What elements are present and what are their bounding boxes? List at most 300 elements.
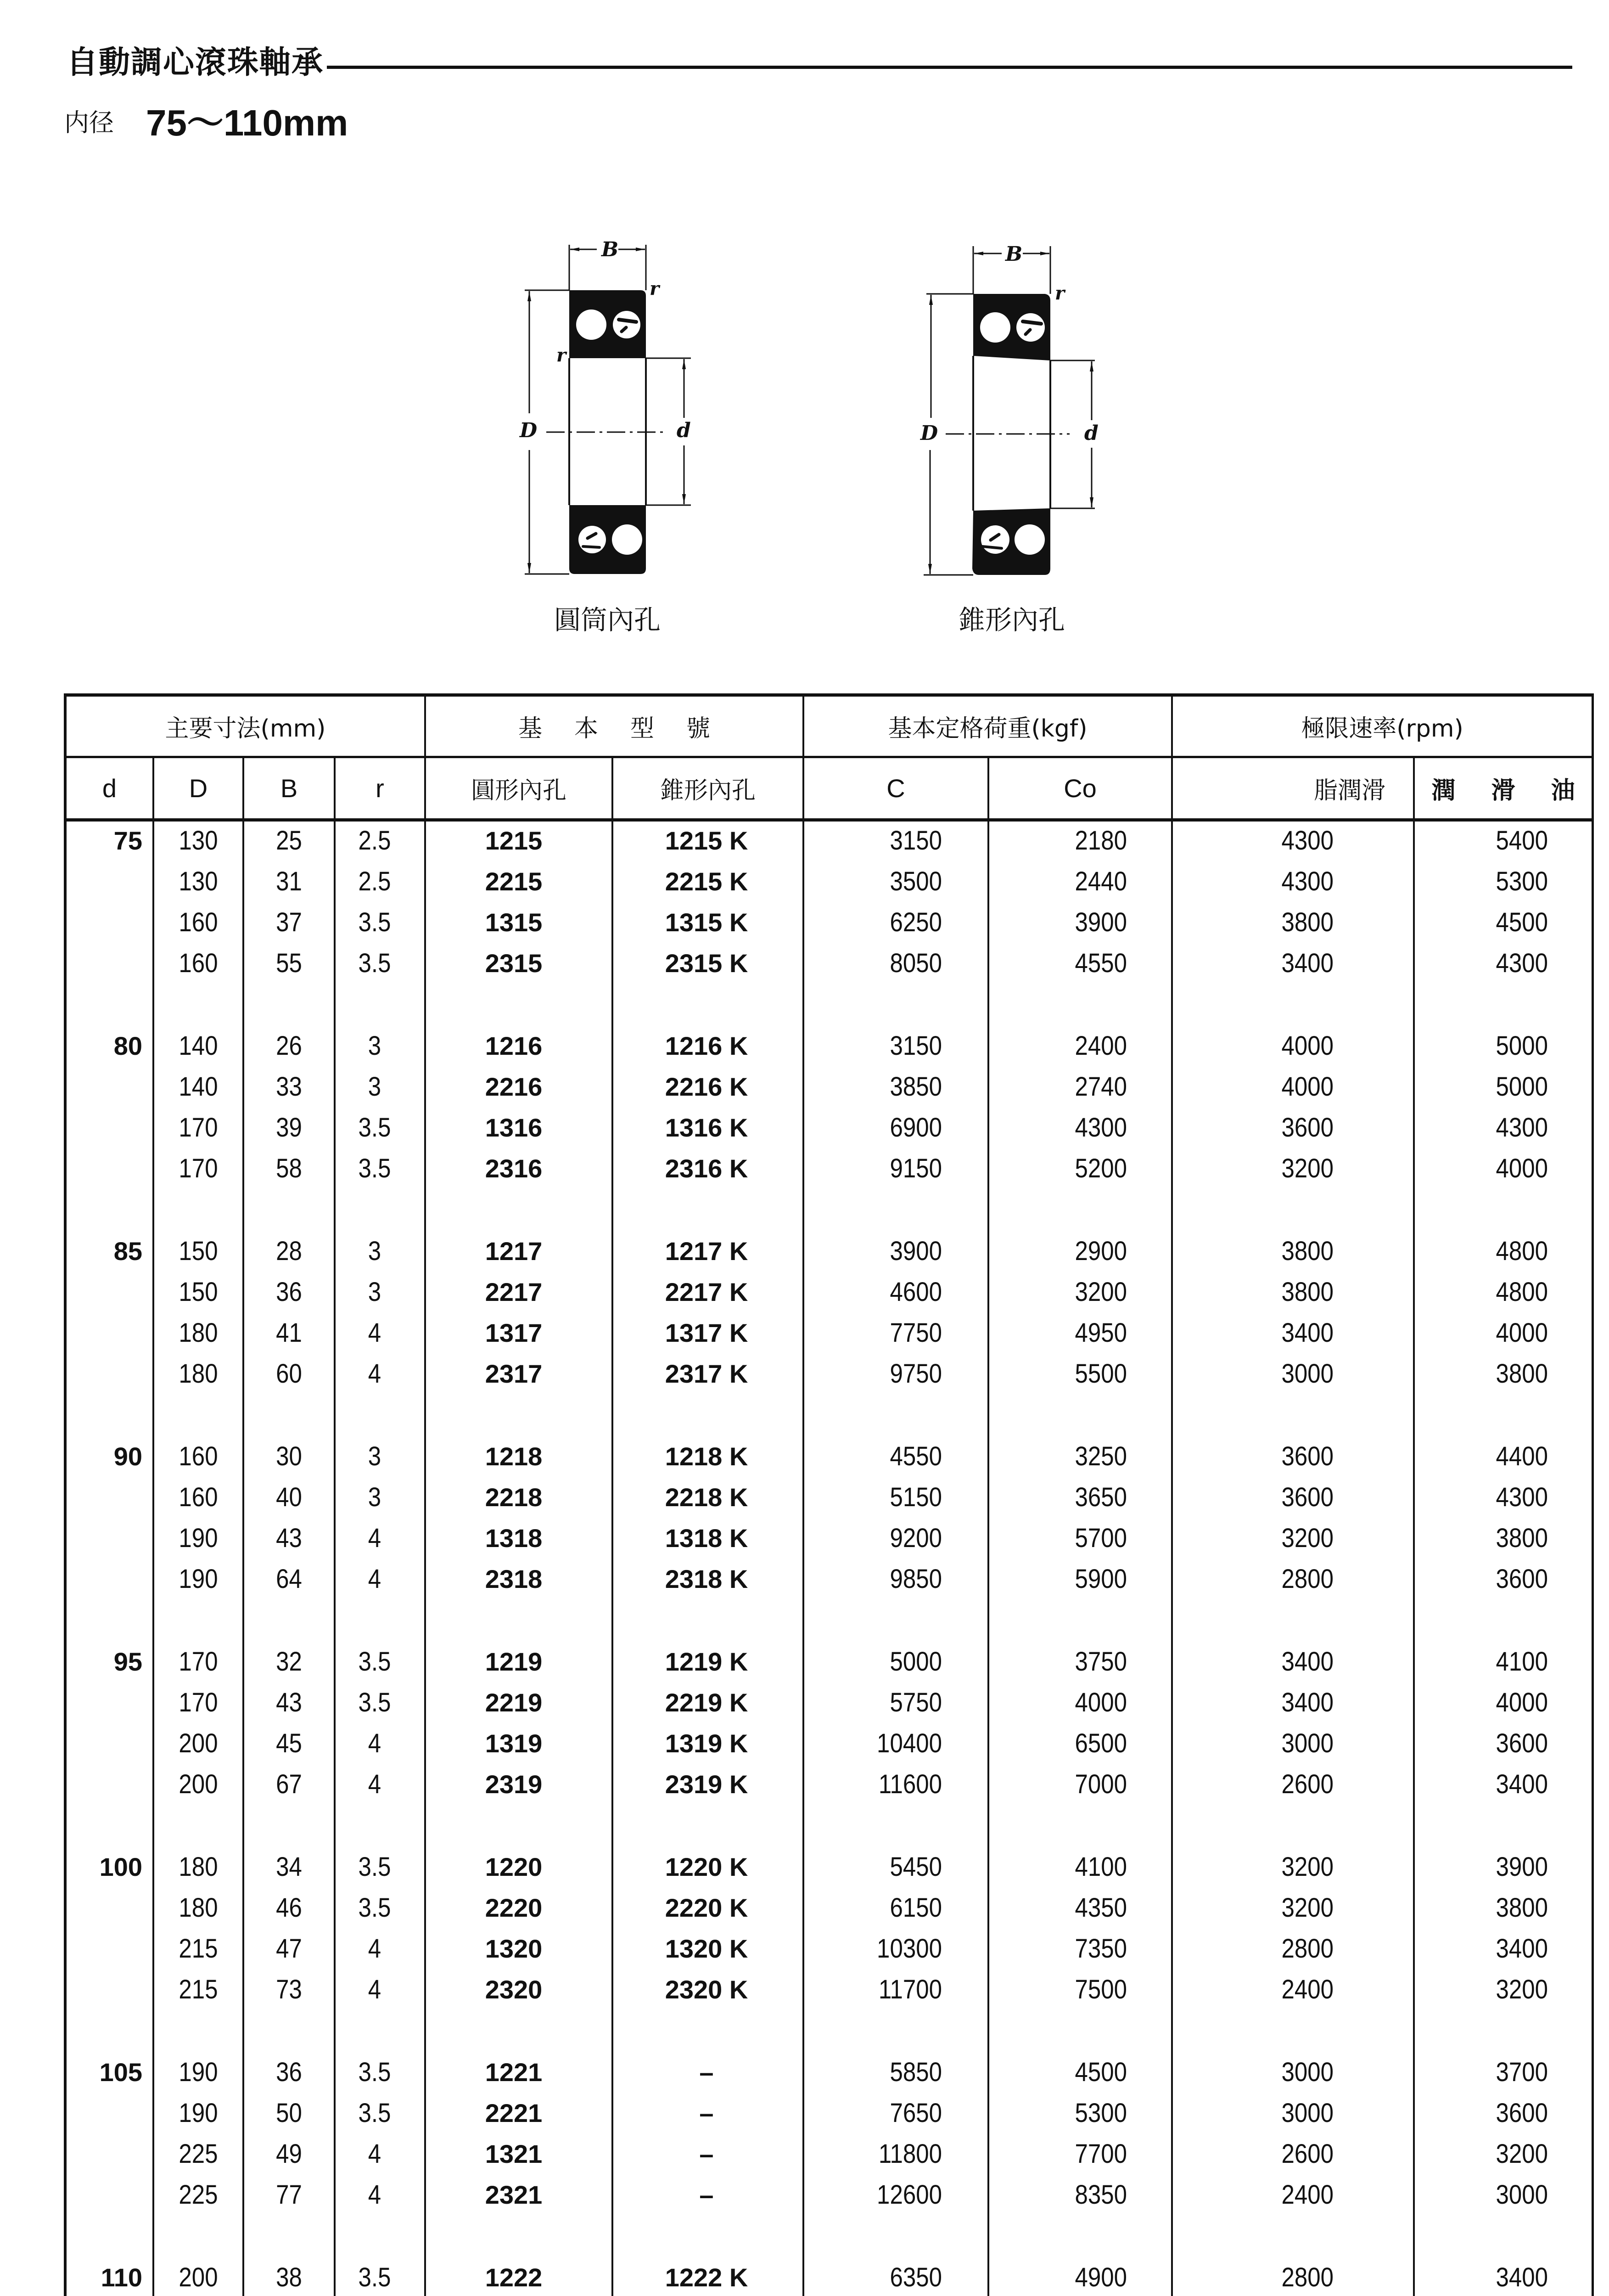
table-row — [64, 1438, 1594, 1475]
cell-grease: 3600 — [1281, 1482, 1334, 1512]
cell-C: 3900 — [890, 1236, 942, 1266]
cell-r: 3 — [368, 1441, 381, 1471]
cell-taper: – — [699, 2139, 714, 2168]
cell-oil: 4300 — [1496, 1113, 1548, 1142]
bearing-drawing-tapered — [918, 230, 1111, 579]
cell-cyl: 2219 — [485, 1688, 543, 1717]
cell-C: 3150 — [890, 826, 942, 855]
cell-r: 4 — [368, 1318, 381, 1348]
cell-B: 50 — [276, 2098, 302, 2128]
cell-Co: 7700 — [1075, 2139, 1127, 2169]
group-bore-d: 110 — [101, 2263, 142, 2292]
col-header-d: d — [102, 774, 117, 803]
cell-oil: 4000 — [1496, 1688, 1548, 1717]
cell-oil: 4800 — [1496, 1277, 1548, 1307]
cell-taper: 1315 K — [665, 908, 748, 937]
cell-Co: 2440 — [1075, 867, 1127, 896]
cell-taper: 2316 K — [665, 1154, 748, 1183]
cell-oil: 4100 — [1496, 1647, 1548, 1677]
cell-grease: 3400 — [1281, 1688, 1334, 1717]
cell-Co: 2900 — [1075, 1236, 1127, 1266]
cell-C: 5150 — [890, 1482, 942, 1512]
cell-C: 3850 — [890, 1072, 942, 1102]
cell-cyl: 1220 — [485, 1852, 543, 1881]
cell-Co: 4500 — [1075, 2057, 1127, 2087]
cell-cyl: 1315 — [485, 908, 543, 937]
cell-C: 6900 — [890, 1113, 942, 1142]
cell-grease: 4000 — [1281, 1031, 1334, 1061]
table-row — [64, 1684, 1594, 1721]
table-row — [64, 2136, 1594, 2172]
table-row — [64, 1109, 1594, 1146]
cell-oil: 3800 — [1496, 1359, 1548, 1389]
table-row — [64, 1069, 1594, 1105]
dim-label-r-outer: r — [650, 278, 660, 299]
cell-C: 11600 — [878, 1769, 942, 1799]
cell-D: 200 — [179, 1769, 218, 1799]
cell-taper: 2318 K — [665, 1564, 748, 1593]
cell-taper: 2216 K — [665, 1072, 748, 1101]
cell-r: 2.5 — [358, 826, 391, 855]
cell-C: 10300 — [877, 1934, 942, 1964]
cell-D: 200 — [179, 2262, 218, 2292]
cell-B: 37 — [276, 907, 302, 937]
cell-cyl: 1321 — [485, 2139, 543, 2168]
cell-cyl: 1217 — [485, 1237, 543, 1266]
cell-grease: 3800 — [1281, 1277, 1334, 1307]
cell-B: 40 — [276, 1482, 302, 1512]
cell-Co: 5300 — [1075, 2098, 1127, 2128]
cell-r: 3 — [368, 1277, 381, 1307]
cell-grease: 3800 — [1281, 1236, 1334, 1266]
cell-B: 43 — [276, 1523, 302, 1553]
table-row — [64, 1890, 1594, 1926]
cell-D: 180 — [179, 1318, 218, 1348]
cell-taper: 1319 K — [665, 1729, 748, 1758]
cell-cyl: 1219 — [485, 1647, 543, 1676]
cell-oil: 3900 — [1496, 1852, 1548, 1882]
cell-cyl: 1221 — [485, 2058, 543, 2087]
cell-Co: 4900 — [1075, 2262, 1127, 2292]
cell-r: 3 — [368, 1482, 381, 1512]
cell-oil: 5300 — [1496, 867, 1548, 896]
group-bore-d: 80 — [113, 1031, 142, 1060]
cell-D: 180 — [179, 1893, 218, 1923]
cell-oil: 5000 — [1496, 1031, 1548, 1061]
col-header-C: C — [886, 774, 905, 803]
cell-D: 190 — [179, 2098, 218, 2128]
cell-B: 58 — [276, 1154, 302, 1183]
cell-oil: 4300 — [1496, 948, 1548, 978]
cell-taper: 1317 K — [665, 1318, 748, 1347]
cell-C: 6150 — [890, 1893, 942, 1923]
cell-D: 130 — [179, 867, 218, 896]
bearing-drawing-cylindrical — [514, 230, 707, 579]
cell-r: 3.5 — [358, 1154, 391, 1183]
cell-grease: 4300 — [1281, 867, 1334, 896]
cell-cyl: 2215 — [485, 867, 543, 896]
table-row — [64, 863, 1594, 900]
cell-Co: 2740 — [1075, 1072, 1127, 1102]
cell-taper: – — [699, 2058, 714, 2087]
cell-B: 33 — [276, 1072, 302, 1102]
cell-B: 34 — [276, 1852, 302, 1882]
cell-oil: 3600 — [1496, 1728, 1548, 1758]
cell-grease: 3400 — [1281, 1647, 1334, 1677]
cell-C: 7750 — [890, 1318, 942, 1348]
table-row — [64, 2177, 1594, 2213]
cell-B: 73 — [276, 1975, 302, 2004]
cell-D: 150 — [179, 1277, 218, 1307]
cell-cyl: 1316 — [485, 1113, 543, 1142]
cell-taper: 2218 K — [665, 1483, 748, 1512]
cell-C: 9750 — [890, 1359, 942, 1389]
cell-taper: 1222 K — [665, 2263, 748, 2292]
table-row — [64, 1479, 1594, 1516]
cell-B: 32 — [276, 1647, 302, 1677]
table-top-border — [64, 693, 1594, 697]
cell-D: 180 — [179, 1852, 218, 1882]
cell-C: 6350 — [890, 2262, 942, 2292]
cell-Co: 4000 — [1075, 1688, 1127, 1717]
table-row — [64, 1725, 1594, 1762]
cell-cyl: 2320 — [485, 1975, 543, 2004]
table-row — [64, 1520, 1594, 1557]
cell-B: 30 — [276, 1441, 302, 1471]
cell-r: 3.5 — [358, 1893, 391, 1923]
cell-r: 4 — [368, 1769, 381, 1799]
cell-grease: 4000 — [1281, 1072, 1334, 1102]
group-bore-d: 95 — [113, 1647, 142, 1676]
cell-r: 3.5 — [358, 1688, 391, 1717]
subtitle — [64, 102, 348, 143]
cell-taper: 2215 K — [665, 867, 748, 896]
group-bore-d: 90 — [113, 1442, 142, 1471]
cell-Co: 2180 — [1075, 826, 1127, 855]
cell-C: 7650 — [890, 2098, 942, 2128]
cell-C: 4600 — [890, 1277, 942, 1307]
cell-taper: 1220 K — [665, 1852, 748, 1881]
dim-label-B: B — [1005, 242, 1023, 266]
cell-r: 3 — [368, 1072, 381, 1102]
cell-Co: 5500 — [1075, 1359, 1127, 1389]
cell-taper: 2317 K — [665, 1359, 748, 1388]
subtitle-label: 内径 — [64, 108, 114, 137]
cell-B: 43 — [276, 1688, 302, 1717]
table-row — [64, 1561, 1594, 1598]
cell-grease: 3000 — [1281, 2057, 1334, 2087]
cell-C: 10400 — [877, 1728, 942, 1758]
cell-oil: 5000 — [1496, 1072, 1548, 1102]
cell-oil: 3600 — [1496, 1564, 1548, 1594]
cell-Co: 4300 — [1075, 1113, 1127, 1142]
cell-taper: – — [699, 2099, 714, 2127]
cell-grease: 2600 — [1281, 2139, 1334, 2169]
cell-oil: 3200 — [1496, 2139, 1548, 2169]
cell-B: 60 — [276, 1359, 302, 1389]
table-row — [64, 1274, 1594, 1311]
cell-Co: 3750 — [1075, 1647, 1127, 1677]
cell-D: 215 — [179, 1934, 218, 1964]
cell-D: 140 — [179, 1031, 218, 1061]
cell-r: 3.5 — [358, 1113, 391, 1142]
cell-oil: 4400 — [1496, 1441, 1548, 1471]
header-load-rating: 基本定格荷重(kgf) — [888, 715, 1088, 743]
table-row — [64, 1643, 1594, 1680]
cell-cyl: 2319 — [485, 1770, 543, 1799]
cell-grease: 3000 — [1281, 1728, 1334, 1758]
cell-D: 170 — [179, 1154, 218, 1183]
col-header-r: r — [376, 774, 384, 803]
cell-D: 170 — [179, 1113, 218, 1142]
table-row — [64, 2054, 1594, 2091]
cell-B: 64 — [276, 1564, 302, 1594]
cell-taper: 1219 K — [665, 1647, 748, 1676]
cell-C: 9150 — [890, 1154, 942, 1183]
cell-B: 36 — [276, 2057, 302, 2087]
cell-r: 3.5 — [358, 1852, 391, 1882]
cell-Co: 5900 — [1075, 1564, 1127, 1594]
col-header-oil: 潤 滑 油 — [1431, 777, 1575, 805]
cell-D: 160 — [179, 948, 218, 978]
cell-Co: 5200 — [1075, 1154, 1127, 1183]
cell-grease: 3600 — [1281, 1113, 1334, 1142]
dim-label-D: D — [920, 422, 938, 445]
dim-label-B: B — [601, 238, 619, 261]
col-header-D: D — [189, 774, 208, 803]
cell-D: 140 — [179, 1072, 218, 1102]
cell-cyl: 1218 — [485, 1442, 543, 1471]
cell-grease: 2400 — [1281, 1975, 1334, 2004]
cell-D: 225 — [179, 2180, 218, 2210]
cell-oil: 3700 — [1496, 2057, 1548, 2087]
cell-B: 45 — [276, 1728, 302, 1758]
header-speed-limit: 極限速率(rpm) — [1301, 715, 1463, 743]
cell-Co: 3650 — [1075, 1482, 1127, 1512]
header-dimensions: 主要寸法(mm) — [165, 715, 326, 743]
col-header-tapered-bore: 錐形內孔 — [660, 777, 756, 805]
cell-C: 5000 — [890, 1647, 942, 1677]
cell-D: 130 — [179, 826, 218, 855]
cell-Co: 2400 — [1075, 1031, 1127, 1061]
col-header-Co: Co — [1064, 774, 1097, 803]
cell-taper: 1316 K — [665, 1113, 748, 1142]
cell-grease: 2800 — [1281, 1564, 1334, 1594]
cell-cyl: 1216 — [485, 1031, 543, 1060]
cell-grease: 3000 — [1281, 1359, 1334, 1389]
diagram-cylindrical-bore — [514, 230, 707, 643]
cell-r: 3.5 — [358, 2262, 391, 2292]
cell-Co: 7500 — [1075, 1975, 1127, 2004]
cell-taper: 2320 K — [665, 1975, 748, 2004]
cell-Co: 4100 — [1075, 1852, 1127, 1882]
cell-r: 4 — [368, 1523, 381, 1553]
cell-grease: 3200 — [1281, 1154, 1334, 1183]
cell-r: 3.5 — [358, 1647, 391, 1677]
table-row — [64, 1150, 1594, 1187]
diagram-caption-cylindrical: 圓筒內孔 — [554, 604, 661, 636]
cell-Co: 6500 — [1075, 1728, 1127, 1758]
cell-taper: 2315 K — [665, 949, 748, 978]
cell-D: 190 — [179, 1523, 218, 1553]
cell-Co: 3900 — [1075, 907, 1127, 937]
cell-r: 4 — [368, 1728, 381, 1758]
group-bore-d: 75 — [113, 826, 142, 855]
cell-Co: 8350 — [1075, 2180, 1127, 2210]
cell-B: 28 — [276, 1236, 302, 1266]
cell-D: 190 — [179, 2057, 218, 2087]
cell-taper: 1218 K — [665, 1442, 748, 1471]
cell-cyl: 1215 — [485, 826, 543, 855]
cell-taper: 1215 K — [665, 826, 748, 855]
cell-cyl: 2315 — [485, 949, 543, 978]
cell-cyl: 2318 — [485, 1564, 543, 1593]
cell-Co: 3200 — [1075, 1277, 1127, 1307]
cell-cyl: 1319 — [485, 1729, 543, 1758]
dim-label-D: D — [520, 419, 538, 442]
cell-oil: 3000 — [1496, 2180, 1548, 2210]
cell-C: 5450 — [890, 1852, 942, 1882]
cell-Co: 3250 — [1075, 1441, 1127, 1471]
col-header-grease: 脂潤滑 — [1313, 777, 1385, 805]
table-row — [64, 1849, 1594, 1885]
cell-B: 49 — [276, 2139, 302, 2169]
cell-taper: 2217 K — [665, 1277, 748, 1306]
dim-label-d: d — [1084, 422, 1099, 445]
cell-B: 41 — [276, 1318, 302, 1348]
cell-grease: 3800 — [1281, 907, 1334, 937]
cell-C: 3500 — [890, 867, 942, 896]
cell-B: 77 — [276, 2180, 302, 2210]
cell-Co: 7000 — [1075, 1769, 1127, 1799]
cell-D: 170 — [179, 1688, 218, 1717]
header-designation: 基本型號 — [518, 715, 742, 743]
cell-cyl: 1318 — [485, 1524, 543, 1553]
cell-D: 190 — [179, 1564, 218, 1594]
cell-Co: 4350 — [1075, 1893, 1127, 1923]
table-row — [64, 1356, 1594, 1392]
cell-taper: 2219 K — [665, 1688, 748, 1717]
cell-B: 26 — [276, 1031, 302, 1061]
table-row — [64, 904, 1594, 941]
table-row — [64, 1028, 1594, 1064]
table-row — [64, 1930, 1594, 1967]
cell-r: 4 — [368, 1564, 381, 1594]
bearing-spec-table — [64, 693, 1594, 2296]
cell-r: 3.5 — [358, 2098, 391, 2128]
table-row — [64, 1766, 1594, 1803]
cell-r: 3.5 — [358, 948, 391, 978]
cell-cyl: 2216 — [485, 1072, 543, 1101]
header-bottom-rule — [64, 818, 1594, 822]
cell-r: 3.5 — [358, 2057, 391, 2087]
cell-taper: 1216 K — [665, 1031, 748, 1060]
cell-oil: 3400 — [1496, 1769, 1548, 1799]
cell-taper: – — [699, 2180, 714, 2209]
dim-label-r-outer: r — [1055, 282, 1065, 304]
cell-grease: 3000 — [1281, 2098, 1334, 2128]
cell-Co: 5700 — [1075, 1523, 1127, 1553]
cell-grease: 3400 — [1281, 948, 1334, 978]
cell-B: 25 — [276, 826, 302, 855]
cell-taper: 1320 K — [665, 1934, 748, 1963]
cell-Co: 4550 — [1075, 948, 1127, 978]
page-title: 自動調心滾珠軸承 — [67, 45, 324, 81]
cell-grease: 2800 — [1281, 2262, 1334, 2292]
cell-r: 2.5 — [358, 867, 391, 896]
cell-cyl: 1320 — [485, 1934, 543, 1963]
cell-oil: 3200 — [1496, 1975, 1548, 2004]
table-row — [64, 1971, 1594, 2008]
cell-D: 160 — [179, 1441, 218, 1471]
cell-C: 5750 — [890, 1688, 942, 1717]
cell-D: 150 — [179, 1236, 218, 1266]
cell-B: 38 — [276, 2262, 302, 2292]
subtitle-range: 75～110mm — [146, 102, 348, 143]
table-row — [64, 2259, 1594, 2296]
col-header-B: B — [280, 774, 298, 803]
group-bore-d: 105 — [99, 2058, 142, 2087]
cell-cyl: 2316 — [485, 1154, 543, 1183]
diagram-caption-tapered: 錐形內孔 — [958, 604, 1065, 636]
cell-r: 4 — [368, 1934, 381, 1964]
cell-B: 55 — [276, 948, 302, 978]
cell-D: 160 — [179, 907, 218, 937]
cell-C: 4550 — [890, 1441, 942, 1471]
cell-C: 9850 — [890, 1564, 942, 1594]
diagram-tapered-bore — [918, 230, 1111, 643]
cell-taper: 2220 K — [665, 1893, 748, 1922]
cell-cyl: 1222 — [485, 2263, 543, 2292]
cell-cyl: 2221 — [485, 2099, 543, 2127]
cell-oil: 4000 — [1496, 1318, 1548, 1348]
cell-oil: 4500 — [1496, 907, 1548, 937]
cell-D: 160 — [179, 1482, 218, 1512]
title-rule — [327, 66, 1572, 69]
cell-r: 4 — [368, 1975, 381, 2004]
cell-grease: 2600 — [1281, 1769, 1334, 1799]
cell-C: 11700 — [878, 1975, 942, 2004]
cell-B: 67 — [276, 1769, 302, 1799]
cell-B: 46 — [276, 1893, 302, 1923]
cell-grease: 4300 — [1281, 826, 1334, 855]
col-header-cylindrical-bore: 圓形內孔 — [471, 777, 566, 805]
cell-grease: 3200 — [1281, 1852, 1334, 1882]
cell-r: 3 — [368, 1031, 381, 1061]
cell-D: 170 — [179, 1647, 218, 1677]
cell-grease: 3400 — [1281, 1318, 1334, 1348]
cell-taper: 1318 K — [665, 1524, 748, 1553]
cell-B: 31 — [276, 867, 302, 896]
cell-C: 3150 — [890, 1031, 942, 1061]
dim-label-r-inner: r — [556, 344, 566, 366]
cell-r: 3.5 — [358, 907, 391, 937]
cell-C: 12600 — [877, 2180, 942, 2210]
cell-oil: 3800 — [1496, 1893, 1548, 1923]
table-row — [64, 1315, 1594, 1351]
cell-oil: 5400 — [1496, 826, 1548, 855]
cell-oil: 3400 — [1496, 2262, 1548, 2292]
cell-grease: 2800 — [1281, 1934, 1334, 1964]
cell-C: 9200 — [890, 1523, 942, 1553]
table-row — [64, 1233, 1594, 1270]
cell-D: 215 — [179, 1975, 218, 2004]
cell-r: 4 — [368, 2139, 381, 2169]
cell-C: 6250 — [890, 907, 942, 937]
cell-D: 225 — [179, 2139, 218, 2169]
cell-cyl: 2321 — [485, 2180, 543, 2209]
cell-r: 4 — [368, 2180, 381, 2210]
